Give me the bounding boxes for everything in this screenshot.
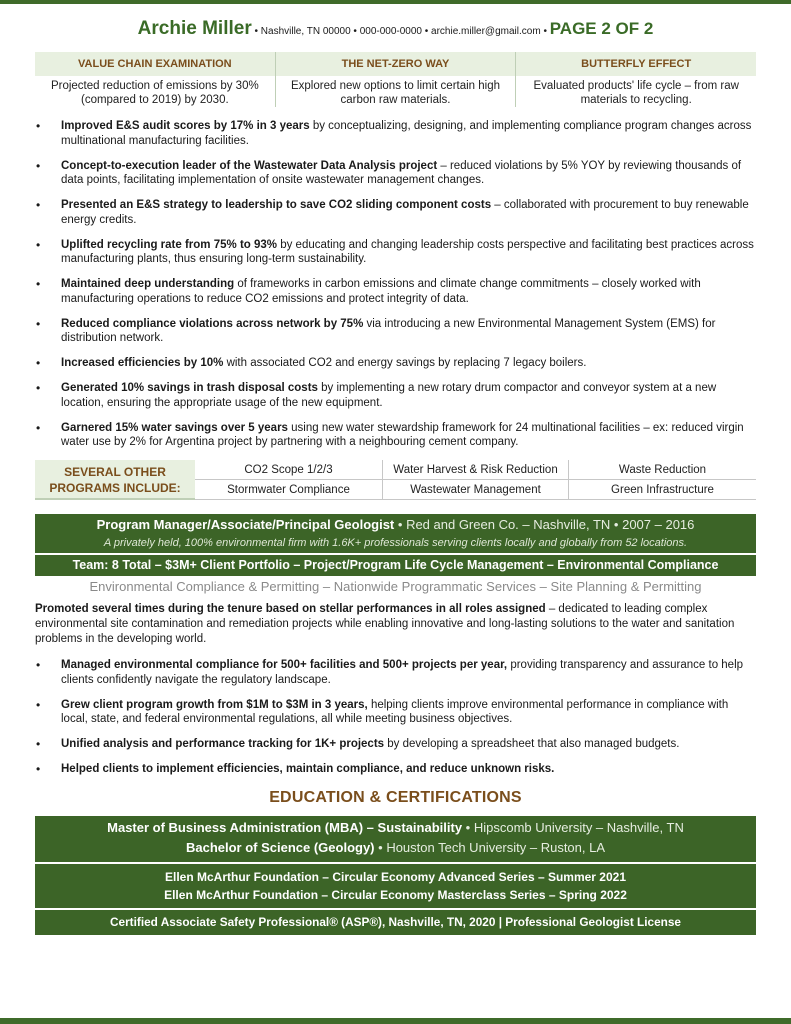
achievement-item <box>36 198 756 227</box>
degree-line <box>35 818 756 838</box>
achievement-text: by implementing a new rotary drum compactor and conveyor system at a new location, ensuring the appropriate usage of the new equipment. <box>61 382 717 409</box>
achievement-bold: Unified analysis and performance tracking for 1K+ projects <box>61 738 385 750</box>
job-company: Red and Green Co. – Nashville, TN • 2007 – 2016 <box>406 517 695 532</box>
job-achievement-item <box>36 762 756 777</box>
degree-school: Houston Tech University – Ruston, LA <box>386 839 606 855</box>
achievement-item <box>36 381 756 410</box>
achievement-list <box>35 119 756 450</box>
achievement-item <box>36 238 756 267</box>
programs-label-line: PROGRAMS INCLUDE: <box>49 481 181 495</box>
programs-label-line: SEVERAL OTHER <box>64 465 166 479</box>
achievement-text: via introducing a new Environmental Management System (EMS) for distribution network. <box>61 317 716 344</box>
highlight-text: Evaluated products' life cycle – from raw materials to recycling. <box>533 80 739 106</box>
program-item: Stormwater Compliance <box>195 480 382 500</box>
highlight-title: THE NET-ZERO WAY <box>276 52 516 76</box>
achievement-item <box>36 317 756 346</box>
achievement-item <box>36 277 756 306</box>
program-item: Waste Reduction <box>569 460 756 480</box>
program-item: Green Infrastructure <box>569 480 756 500</box>
achievement-item <box>36 119 756 148</box>
highlight-text: Explored new options to limit certain high carbon raw materials. <box>290 80 501 106</box>
highlight-column <box>35 52 275 107</box>
achievement-bold: Reduced compliance violations across network by 75% <box>61 317 364 330</box>
achievement-bold: Managed environmental compliance for 500+ facilities and 500+ projects per year, <box>61 659 508 671</box>
resume-header <box>35 18 756 42</box>
job-title: Program Manager/Associate/Principal Geologist <box>96 517 395 532</box>
education-divider <box>35 908 756 910</box>
degree-school: Hipscomb University – Nashville, TN <box>473 819 684 835</box>
achievement-text: – collaborated with procurement to buy renewable energy credits. <box>61 199 749 226</box>
achievement-bold: Helped clients to implement efficiencies, maintain compliance, and reduce unknown risks. <box>61 763 555 775</box>
education-box <box>35 816 756 935</box>
job-separator: • <box>397 517 407 532</box>
highlight-column <box>515 52 756 107</box>
program-item: Wastewater Management <box>382 480 569 500</box>
programs-grid <box>195 460 756 500</box>
degree-title: Bachelor of Science (Geology) <box>185 839 375 855</box>
achievement-text: with associated CO2 and energy savings by replacing 7 legacy boilers. <box>223 357 587 369</box>
achievement-text: using new water stewardship framework for 24 multinational facilities – ex: reduced virgin water use by 2% for Argentina project by partnering with a neighbouring cement company. <box>61 421 744 448</box>
job-intro-text: – dedicated to leading complex environmental site contamination and remediation projects while enabling innovative and long-lasting solutions to the water and sanitation problems in the developing world. <box>35 603 735 645</box>
achievement-bold: Generated 10% savings in trash disposal costs <box>61 382 318 394</box>
education-divider <box>35 862 756 864</box>
job-achievement-item <box>36 737 756 752</box>
program-item: Water Harvest & Risk Reduction <box>382 460 569 480</box>
achievement-text: of frameworks in carbon emissions and climate change commitments – closely worked with manufacturing operations to reduce CO2 emissions and protect integrity of data. <box>61 278 701 305</box>
achievement-text: by conceptualizing, designing, and implementing compliance program changes across multinational manufacturing facilities. <box>61 120 752 147</box>
certification-line: Certified Associate Safety Professional® (ASP®), Nashville, TN, 2020 | Professional Geologist License <box>110 914 681 929</box>
highlight-text: Projected reduction of emissions by 30% (compared to 2019) by 2030. <box>50 80 259 106</box>
degree-separator: • <box>378 839 387 855</box>
achievement-item <box>36 159 756 188</box>
header-separator: • <box>543 26 550 37</box>
resume-page <box>35 18 756 935</box>
candidate-name: Archie Miller <box>137 18 252 39</box>
job-achievement-item <box>36 698 756 727</box>
job-achievement-item <box>36 658 756 687</box>
education-heading: EDUCATION & CERTIFICATIONS <box>269 788 522 806</box>
programs-label <box>35 460 195 500</box>
company-description: A privately held, 100% environmental firm with 1.6K+ professionals serving clients locally and globally from 52 locations. <box>103 537 688 549</box>
degree-line <box>35 838 756 858</box>
job-title-line <box>35 514 756 535</box>
bottom-border <box>0 1018 791 1024</box>
job-keywords: Environmental Compliance & Permitting – Nationwide Programmatic Services – Site Planning & Permitting <box>89 579 702 594</box>
achievement-text: providing transparency and assurance to help clients confidently navigate the regulatory landscape. <box>61 659 744 686</box>
highlight-column <box>275 52 516 107</box>
highlight-title: BUTTERFLY EFFECT <box>516 52 756 76</box>
contact-info: Nashville, TN 00000 • 000-000-0000 • archie.miller@gmail.com <box>260 26 541 37</box>
job-intro <box>35 602 756 647</box>
job-achievement-list <box>35 658 756 777</box>
achievement-text: by educating and changing leadership costs perspective and facilitating best practices across manufacturing plants, thus ensuring long-term sustainability. <box>61 238 754 265</box>
achievement-text: – reduced violations by 5% YOY by reviewing thousands of data points, facilitating implementation of onsite wastewater management changes. <box>61 159 742 186</box>
achievement-item <box>36 356 756 371</box>
highlights-row <box>35 52 756 107</box>
program-item: CO2 Scope 1/2/3 <box>195 460 382 480</box>
achievement-bold: Garnered 15% water savings over 5 years <box>61 421 288 434</box>
highlight-title: VALUE CHAIN EXAMINATION <box>35 52 275 76</box>
achievement-text: by developing a spreadsheet that also managed budgets. <box>384 738 680 750</box>
achievement-bold: Grew client program growth from $1M to $3M in 3 years, <box>61 698 368 711</box>
degree-title: Master of Business Administration (MBA) – Sustainability <box>107 819 463 835</box>
job-intro-bold: Promoted several times during the tenure based on stellar performances in all roles assigned <box>35 603 546 615</box>
achievement-item <box>36 421 756 450</box>
course-line: Ellen McArthur Foundation – Circular Economy Masterclass Series – Spring 2022 <box>164 887 627 902</box>
achievement-text: helping clients improve environmental performance in compliance with local, state, and federal environmental regulations, all while meeting business objectives. <box>61 698 729 725</box>
achievement-bold: Increased efficiencies by 10% <box>61 357 224 369</box>
achievement-bold: Presented an E&S strategy to leadership to save CO2 sliding component costs <box>61 199 492 211</box>
degree-separator: • <box>465 819 474 835</box>
achievement-bold: Concept-to-execution leader of the Wastewater Data Analysis project <box>61 159 438 172</box>
job-header <box>35 514 756 576</box>
course-line: Ellen McArthur Foundation – Circular Economy Advanced Series – Summer 2021 <box>164 869 627 884</box>
top-border <box>0 0 791 4</box>
achievement-bold: Uplifted recycling rate from 75% to 93% <box>61 238 278 251</box>
page-number: PAGE 2 OF 2 <box>549 19 654 38</box>
achievement-bold: Maintained deep understanding <box>61 278 235 290</box>
header-separator: • <box>254 26 261 37</box>
team-summary: Team: 8 Total – $3M+ Client Portfolio – Project/Program Life Cycle Management – Environmental Compliance <box>35 553 756 576</box>
other-programs <box>35 460 756 500</box>
achievement-bold: Improved E&S audit scores by 17% in 3 years <box>61 120 310 132</box>
